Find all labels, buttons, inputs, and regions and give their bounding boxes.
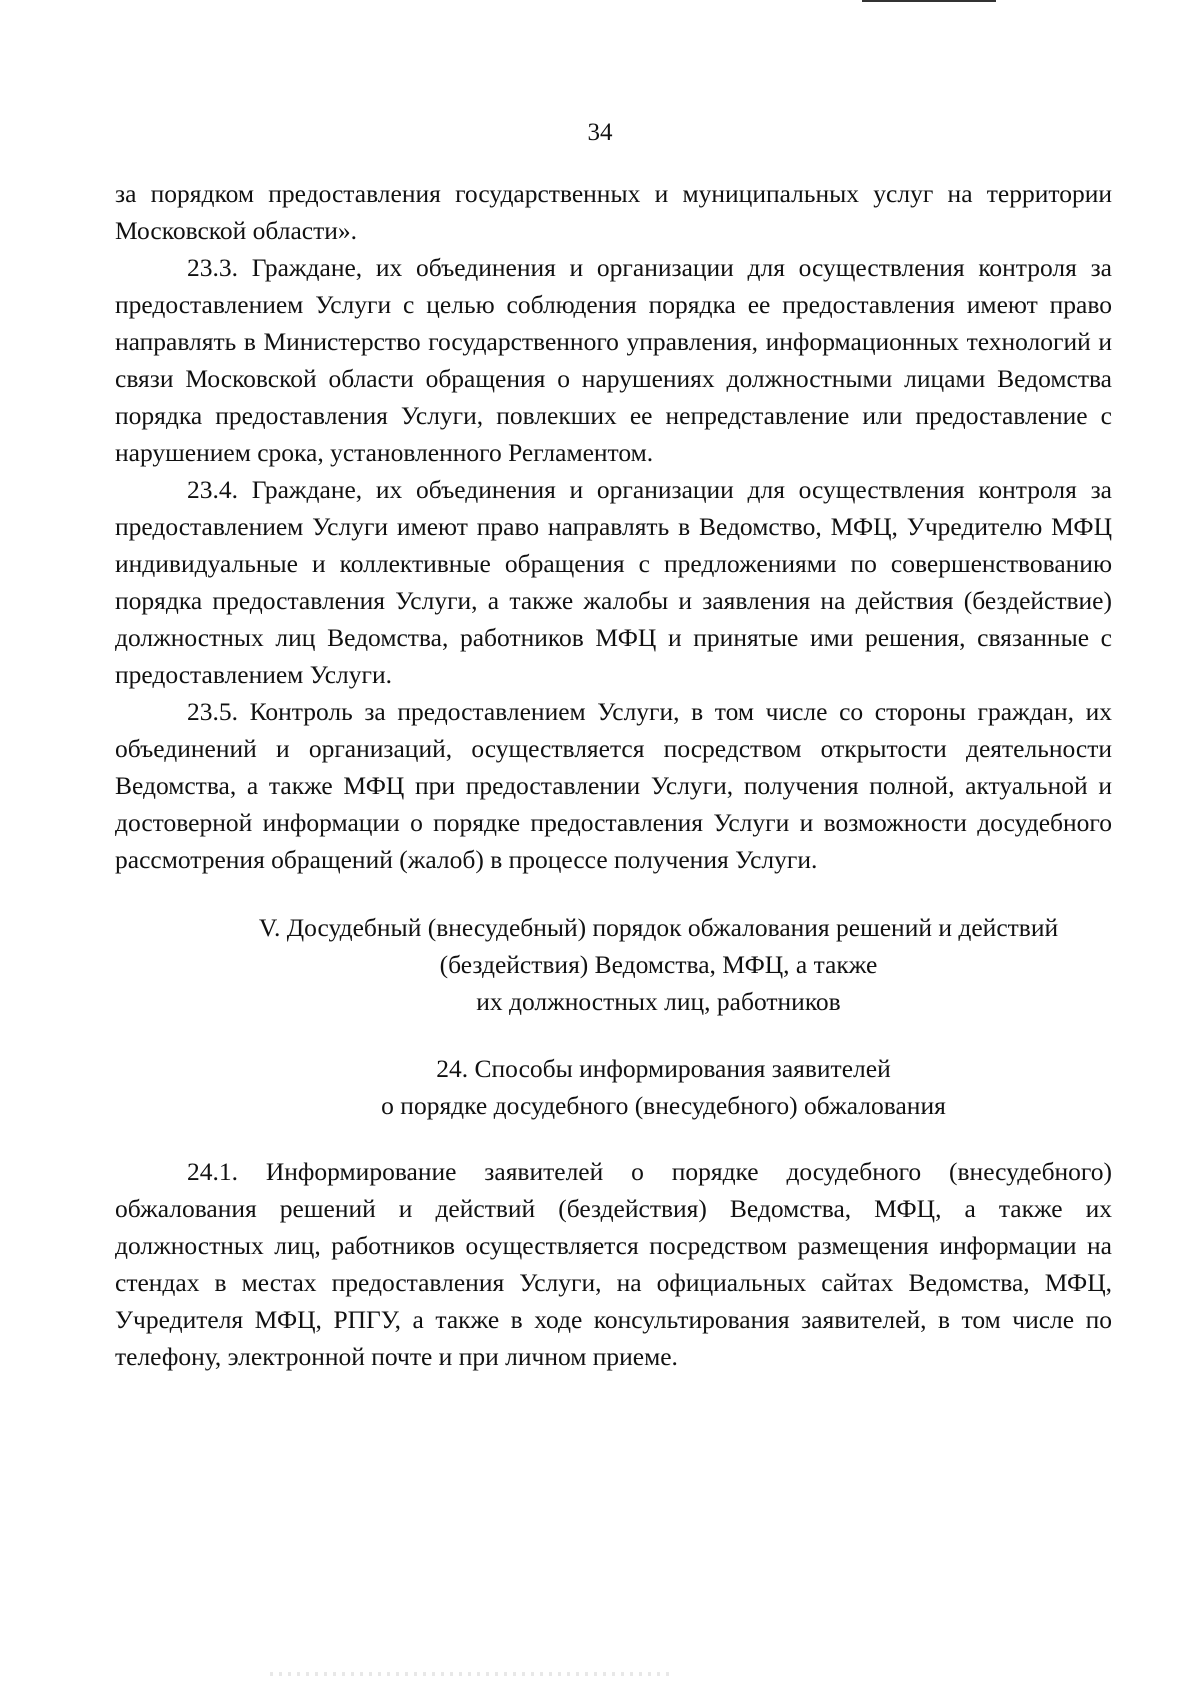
section-heading xyxy=(115,909,1112,1020)
subsection-heading-line-1: 24. Способы информирования заявителей xyxy=(436,1054,891,1083)
paragraph-23-4: 23.4. Граждане, их объединения и организации для осуществления контроля за предоставлением Услуги имеют право направлять в Ведомство, МФЦ, Учредителю МФЦ индивидуальные и коллективные обращения с предложениями по совершенствованию порядка предоставления Услуги, а также жалобы и заявления на действия (бездействие) должностных лиц Ведомства, работников МФЦ и принятые ими решения, связанные с предоставлением Услуги. xyxy=(115,475,1112,689)
top-rule xyxy=(862,0,996,2)
paragraph-23-5: 23.5. Контроль за предоставлением Услуги, в том числе со стороны граждан, их объединений и организаций, осуществляется посредством открытости деятельности Ведомства, а также МФЦ при предоставлении Услуги, получения полной, актуальной и достоверной информации о порядке предоставления Услуги и возможности досудебного рассмотрения обращений (жалоб) в процессе получения Услуги. xyxy=(115,697,1112,874)
paragraph-23-3: 23.3. Граждане, их объединения и организации для осуществления контроля за предоставлением Услуги с целью соблюдения порядка ее предоставления имеют право направлять в Министерство государственного управления, информационных технологий и связи Московской области обращения о нарушениях должностными лицами Ведомства порядка предоставления Услуги, повлекших ее непредставление или предоставление с нарушением срока, установленного Регламентом. xyxy=(115,253,1112,467)
scan-artifact xyxy=(270,1672,670,1676)
page-number: 34 xyxy=(587,119,613,146)
subsection-heading-line-2: о порядке досудебного (внесудебного) обжалования xyxy=(381,1091,946,1120)
paragraph-24-1: 24.1. Информирование заявителей о порядке досудебного (внесудебного) обжалования решений и действий (бездействия) Ведомства, МФЦ, а также их должностных лиц, работников осуществляется посредством размещения информации на стендах в местах предоставления Услуги, на официальных сайтах Ведомства, МФЦ, Учредителя МФЦ, РПГУ, а также в ходе консультирования заявителей, в том числе по телефону, электронной почте и при личном приеме. xyxy=(115,1157,1112,1371)
continuation-paragraph: за порядком предоставления государственных и муниципальных услуг на территории Московской области». xyxy=(115,179,1112,245)
section-heading-line-1: V. Досудебный (внесудебный) порядок обжалования решений и действий xyxy=(258,913,1059,942)
section-heading-line-2: (бездействия) Ведомства, МФЦ, а также xyxy=(439,950,878,979)
subsection-heading xyxy=(115,1050,1112,1124)
section-heading-line-3: их должностных лиц, работников xyxy=(476,987,841,1016)
document-body xyxy=(115,175,1112,1375)
